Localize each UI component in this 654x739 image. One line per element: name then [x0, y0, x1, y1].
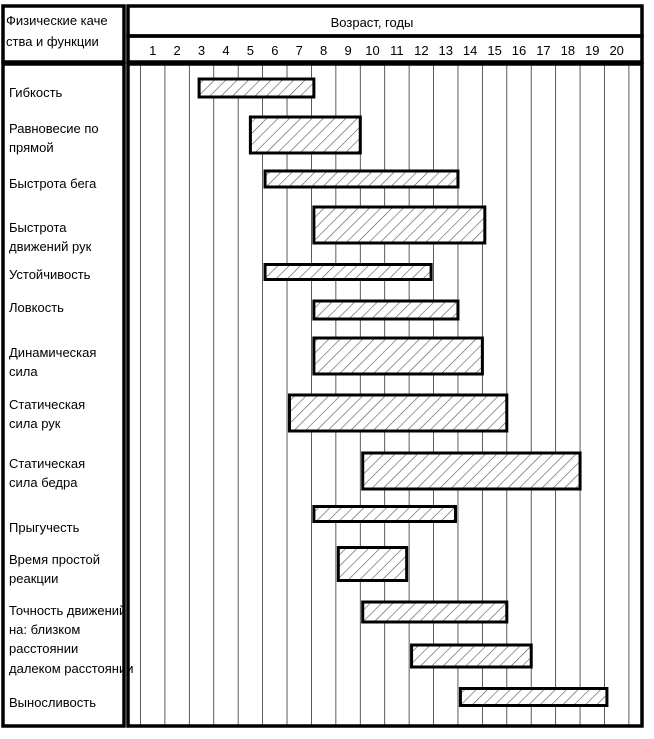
quality-label: Точность движений	[9, 603, 127, 618]
quality-label: Равновесие по	[9, 121, 99, 136]
x-tick-label: 11	[390, 43, 404, 58]
x-tick-label: 9	[344, 43, 352, 58]
age-range-bar	[460, 689, 607, 706]
x-tick-label: 17	[536, 43, 551, 58]
quality-label: Быстрота бега	[9, 176, 97, 191]
x-tick-label: 4	[222, 43, 230, 58]
quality-label: сила рук	[9, 416, 61, 431]
quality-label: движений рук	[9, 239, 92, 254]
age-range-bar	[265, 171, 458, 187]
x-tick-label: 12	[414, 43, 429, 58]
quality-label: Прыгучесть	[9, 520, 80, 535]
x-tick-label: 14	[462, 43, 478, 58]
quality-label: Устойчивость	[9, 267, 91, 282]
age-axis-title: Возраст, годы	[330, 15, 414, 30]
quality-label: Время простой	[9, 552, 101, 567]
quality-label: Статическая	[9, 397, 86, 412]
quality-label: далеком расстоянии	[9, 661, 134, 676]
x-tick-label: 10	[365, 43, 380, 58]
quality-label: прямой	[9, 140, 54, 155]
x-tick-label: 8	[320, 43, 328, 58]
x-tick-labels	[149, 43, 624, 58]
age-range-bar	[412, 645, 532, 667]
quality-label: реакции	[9, 571, 59, 586]
x-tick-label: 7	[295, 43, 303, 58]
quality-label: Гибкость	[9, 85, 63, 100]
age-range-bar	[363, 602, 507, 622]
quality-label: сила бедра	[9, 475, 78, 490]
age-range-bar	[338, 548, 406, 581]
quality-label: расстоянии	[9, 641, 79, 656]
age-range-bar	[314, 507, 456, 522]
x-tick-label: 20	[609, 43, 624, 58]
age-range-bar	[250, 117, 360, 153]
quality-label: Быстрота	[9, 220, 67, 235]
quality-label: Динамическая	[9, 345, 97, 360]
age-range-bar	[265, 265, 431, 280]
age-range-bar	[199, 79, 314, 97]
age-range-bar	[289, 395, 506, 431]
quality-label: Ловкость	[9, 300, 64, 315]
quality-label: сила	[9, 364, 38, 379]
qualities-header-line2: ства и функции	[6, 34, 99, 49]
x-tick-label: 15	[487, 43, 502, 58]
x-tick-label: 6	[271, 43, 279, 58]
quality-label: на: близком	[9, 622, 81, 637]
x-tick-label: 16	[511, 43, 527, 58]
x-tick-label: 1	[149, 43, 157, 58]
qualities-header-line1: Физические каче	[6, 13, 108, 28]
quality-label: Выносливость	[9, 695, 96, 710]
x-tick-label: 3	[197, 43, 206, 58]
quality-labels	[9, 85, 133, 710]
x-tick-label: 18	[560, 43, 576, 58]
x-tick-label: 19	[585, 43, 600, 58]
quality-label: Статическая	[9, 456, 86, 471]
age-range-bar	[363, 453, 580, 489]
age-range-bar	[314, 207, 485, 243]
age-range-bar	[314, 301, 458, 319]
age-range-bars	[199, 79, 607, 706]
x-tick-label: 13	[438, 43, 453, 58]
age-range-bar	[314, 338, 482, 374]
x-tick-label: 5	[246, 43, 255, 58]
x-tick-label: 2	[173, 43, 181, 58]
